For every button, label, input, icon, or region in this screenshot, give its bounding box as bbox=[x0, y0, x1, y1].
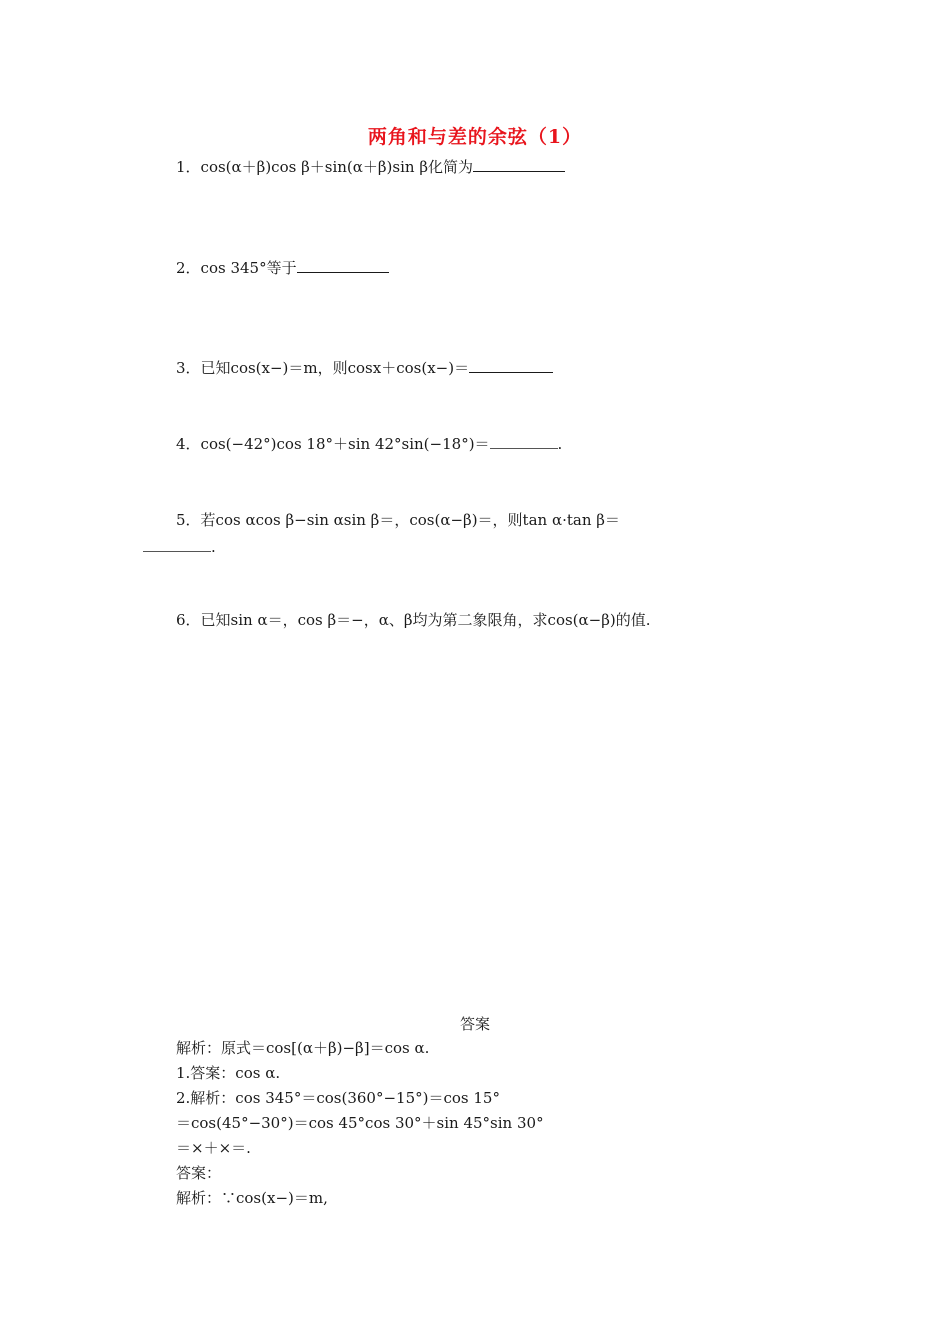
page-title: 两角和与差的余弦（1） bbox=[367, 126, 583, 148]
question-1-text: 1．cos(α＋β)cos β＋sin(α＋β)sin β化简为 bbox=[176, 158, 474, 176]
answer-blank bbox=[143, 537, 211, 552]
question-3-text: 3．已知cos(x−)＝m，则cosx＋cos(x−)＝ bbox=[176, 359, 470, 377]
question-5 bbox=[176, 510, 620, 530]
answer-blank bbox=[469, 358, 553, 373]
answer-line: ＝cos(45°−30°)＝cos 45°cos 30°＋sin 45°sin 30° bbox=[176, 1114, 544, 1132]
answer-line: 2.解析：cos 345°＝cos(360°−15°)＝cos 15° bbox=[176, 1089, 500, 1107]
answer-blank bbox=[297, 258, 389, 273]
question-2 bbox=[176, 258, 389, 278]
answer-line: 1.答案：cos α. bbox=[176, 1064, 281, 1082]
answer-line: ＝×＋×＝. bbox=[176, 1139, 251, 1157]
answer-line: 解析：∵cos(x−)＝m, bbox=[176, 1189, 328, 1207]
question-4 bbox=[176, 434, 562, 454]
question-4-period: . bbox=[557, 435, 563, 453]
answer-blank bbox=[473, 157, 565, 172]
answer-blank bbox=[490, 434, 558, 449]
question-6-text: 6．已知sin α＝，cos β＝−，α、β均为第二象限角，求cos(α−β)的值. bbox=[176, 611, 651, 629]
answer-line: 解析：原式＝cos[(α＋β)−β]＝cos α. bbox=[176, 1039, 430, 1057]
question-4-text: 4．cos(−42°)cos 18°＋sin 42°sin(−18°)＝ bbox=[176, 435, 490, 453]
answers-heading: 答案 bbox=[459, 1015, 490, 1033]
question-5-period: . bbox=[211, 538, 216, 556]
question-1 bbox=[176, 157, 565, 177]
answer-line: 答案： bbox=[176, 1164, 222, 1182]
question-5-text: 5．若cos αcos β−sin αsin β＝，cos(α−β)＝，则tan α·tan β＝ bbox=[176, 511, 620, 529]
question-2-text: 2．cos 345°等于 bbox=[176, 259, 297, 277]
question-3 bbox=[176, 358, 553, 378]
question-6 bbox=[176, 610, 651, 630]
question-5-continuation bbox=[143, 537, 216, 557]
